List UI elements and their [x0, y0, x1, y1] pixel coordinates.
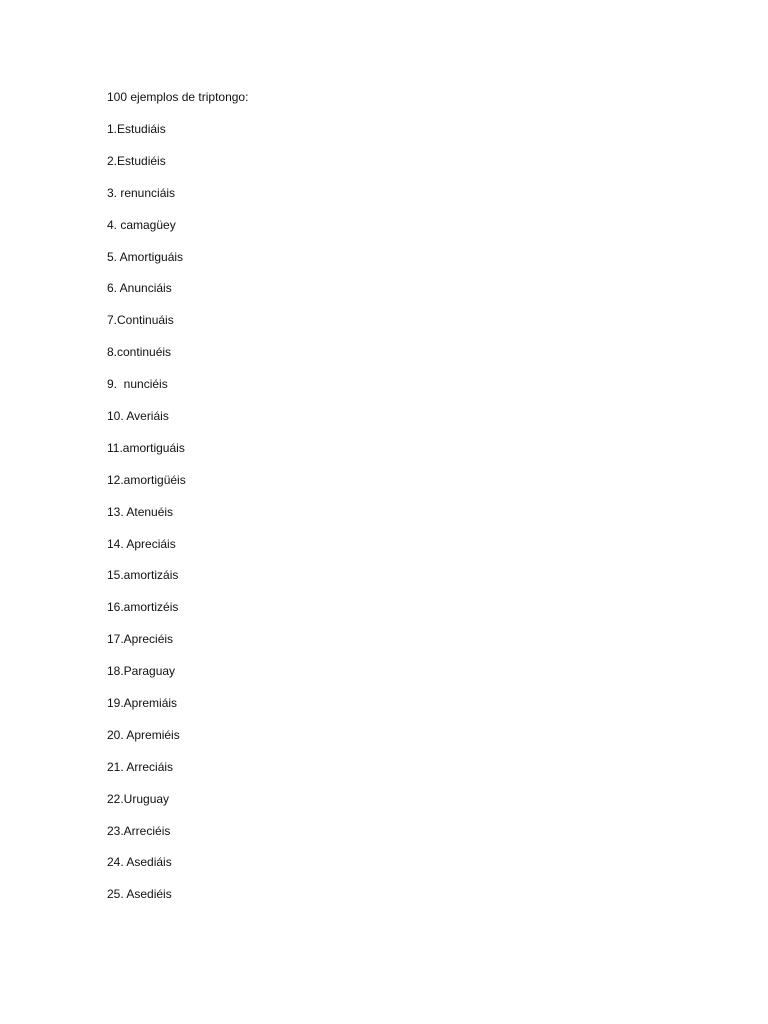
list-item: 15.amortizáis [107, 568, 179, 583]
list-item: 11.amortiguáis [107, 440, 185, 455]
document-title: 100 ejemplos de triptongo: [107, 90, 249, 104]
triphthong-list [107, 119, 248, 904]
document-body [107, 87, 248, 916]
list-item: 17.Apreciéis [107, 632, 174, 647]
list-item: 8.continuéis [107, 345, 172, 360]
list-item: 22.Uruguay [107, 791, 170, 806]
list-item: 16.amortizéis [107, 600, 179, 615]
list-item: 6. Anunciáis [107, 281, 172, 296]
list-item: 5. Amortiguáis [107, 249, 184, 264]
list-item: 25. Asediéis [107, 887, 172, 902]
list-item: 23.Arreciéis [107, 823, 171, 838]
list-item: 14. Apreciáis [107, 536, 176, 551]
list-item: 20. Apremiéis [107, 727, 180, 742]
list-item: 18.Paraguay [107, 664, 176, 679]
list-item: 3. renunciáis [107, 185, 176, 200]
list-item: 12.amortigüéis [107, 472, 186, 487]
list-item: 10. Averiáis [107, 409, 169, 424]
list-item: 2.Estudiéis [107, 153, 166, 168]
list-item: 13. Atenuéis [107, 504, 174, 519]
list-item: 9. nunciéis [107, 377, 168, 392]
list-item: 24. Asediáis [107, 855, 172, 870]
list-item: 7.Continuáis [107, 313, 174, 328]
list-item: 19.Apremiáis [107, 696, 178, 711]
list-item: 1.Estudiáis [107, 122, 166, 136]
list-item: 4. camagüey [107, 217, 176, 232]
list-item: 21. Arreciáis [107, 759, 174, 774]
